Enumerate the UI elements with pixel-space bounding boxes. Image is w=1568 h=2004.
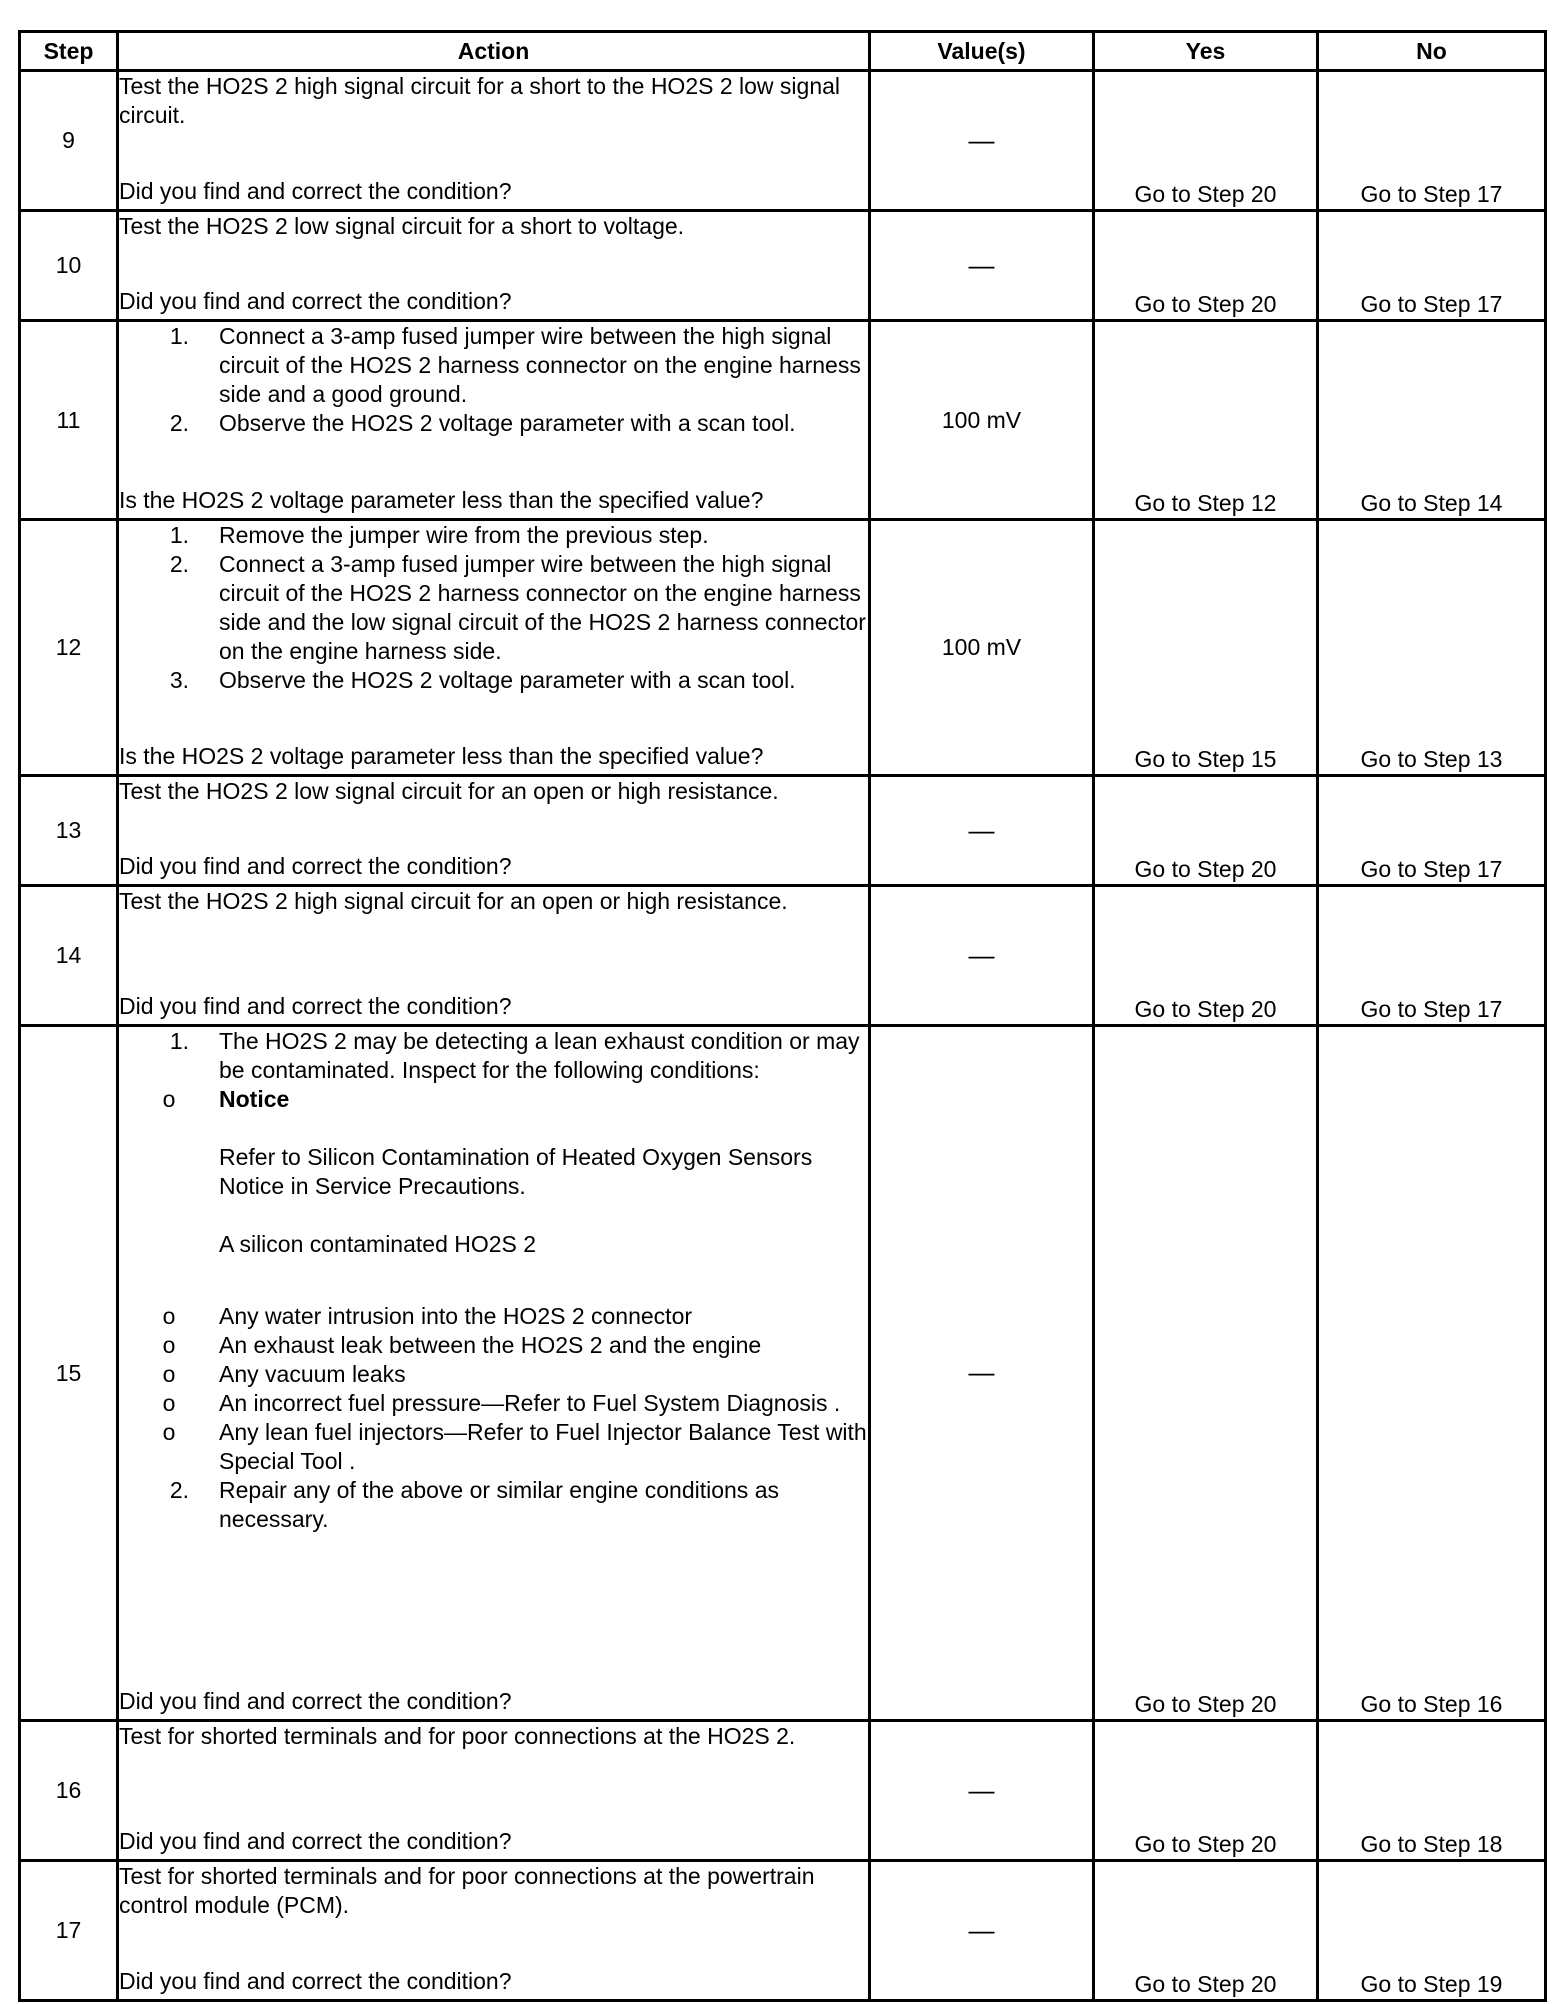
action-text: Test for shorted terminals and for poor connections at the powertrain control module (PCM). xyxy=(119,1863,815,1918)
action-cell xyxy=(118,520,870,776)
action-question: Did you find and correct the condition? xyxy=(119,1828,512,1854)
item-number: 1. xyxy=(169,522,189,548)
header-row xyxy=(20,32,1546,71)
list-item xyxy=(119,1302,868,1331)
yes-cell: Go to Step 20 xyxy=(1094,1861,1318,2001)
action-question: Did you find and correct the condition? xyxy=(119,853,512,879)
action-cell xyxy=(118,71,870,211)
list-item xyxy=(119,1085,868,1302)
item-number: 2. xyxy=(169,551,189,577)
value-cell xyxy=(870,1721,1094,1861)
notice-item: A silicon contaminated HO2S 2 xyxy=(219,1231,537,1257)
table-row xyxy=(20,1026,1546,1721)
yes-cell: Go to Step 12 xyxy=(1094,321,1318,520)
value-cell xyxy=(870,1861,1094,2001)
bullet-icon: o xyxy=(162,1361,176,1387)
item-number: 1. xyxy=(169,1028,189,1054)
action-cell xyxy=(118,776,870,886)
no-cell: Go to Step 13 xyxy=(1318,520,1546,776)
bullet-icon: o xyxy=(162,1419,176,1445)
action-question: Is the HO2S 2 voltage parameter less than the specified value? xyxy=(119,487,764,513)
item-text: Observe the HO2S 2 voltage parameter with a scan tool. xyxy=(219,410,796,436)
no-cell: Go to Step 19 xyxy=(1318,1861,1546,2001)
notice-title: Notice xyxy=(219,1086,290,1112)
step-number: 9 xyxy=(20,71,118,211)
action-question: Did you find and correct the condition? xyxy=(119,993,512,1019)
action-question: Did you find and correct the condition? xyxy=(119,288,512,314)
step-number: 13 xyxy=(20,776,118,886)
action-cell xyxy=(118,211,870,321)
action-text: Test the HO2S 2 low signal circuit for an open or high resistance. xyxy=(119,778,779,804)
yes-cell: Go to Step 20 xyxy=(1094,211,1318,321)
list-item xyxy=(119,550,868,666)
header-no: No xyxy=(1318,32,1546,71)
table-row xyxy=(20,321,1546,520)
list-item xyxy=(119,409,868,438)
no-cell: Go to Step 17 xyxy=(1318,211,1546,321)
step-number: 17 xyxy=(20,1861,118,2001)
action-cell xyxy=(118,1721,870,1861)
value-text: — xyxy=(968,814,995,845)
no-cell: Go to Step 17 xyxy=(1318,886,1546,1026)
header-action: Action xyxy=(118,32,870,71)
bullet-icon: o xyxy=(162,1303,176,1329)
list-item xyxy=(119,1476,868,1534)
bullet-icon: o xyxy=(162,1086,176,1112)
item-text: Any lean fuel injectors—Refer to Fuel Injector Balance Test with Special Tool . xyxy=(219,1419,867,1474)
item-number: 3. xyxy=(169,667,189,693)
value-cell xyxy=(870,321,1094,520)
step-number: 12 xyxy=(20,520,118,776)
table-row xyxy=(20,71,1546,211)
list-item xyxy=(119,1331,868,1360)
table-row xyxy=(20,520,1546,776)
item-text: The HO2S 2 may be detecting a lean exhaust condition or may be contaminated. Inspect for the following conditions: xyxy=(219,1028,860,1083)
value-text: — xyxy=(968,1774,995,1805)
table-row xyxy=(20,1721,1546,1861)
notice-text: Refer to Silicon Contamination of Heated Oxygen Sensors Notice in Service Precautions. xyxy=(219,1144,813,1199)
item-text: Connect a 3-amp fused jumper wire between the high signal circuit of the HO2S 2 harness connector on the engine harness side and the low signal circuit of the HO2S 2 harness connector on the engine harness side. xyxy=(219,551,866,664)
item-number: 1. xyxy=(169,323,189,349)
value-cell xyxy=(870,71,1094,211)
action-cell xyxy=(118,1026,870,1721)
yes-cell: Go to Step 15 xyxy=(1094,520,1318,776)
numbered-list xyxy=(119,521,868,695)
item-text: Connect a 3-amp fused jumper wire between the high signal circuit of the HO2S 2 harness connector on the engine harness side and a good ground. xyxy=(219,323,861,407)
diagnostic-steps-table xyxy=(18,30,1547,2002)
no-cell: Go to Step 17 xyxy=(1318,776,1546,886)
condition-list xyxy=(119,1085,868,1476)
action-text: Test the HO2S 2 high signal circuit for a short to the HO2S 2 low signal circuit. xyxy=(119,73,841,128)
action-text: Test for shorted terminals and for poor connections at the HO2S 2. xyxy=(119,1723,796,1749)
header-step: Step xyxy=(20,32,118,71)
action-cell xyxy=(118,886,870,1026)
action-question: Did you find and correct the condition? xyxy=(119,178,512,204)
table-row xyxy=(20,776,1546,886)
value-text: — xyxy=(968,124,995,155)
value-text: 100 mV xyxy=(941,406,1022,433)
item-text: Observe the HO2S 2 voltage parameter with a scan tool. xyxy=(219,667,796,693)
bullet-icon: o xyxy=(162,1390,176,1416)
action-body xyxy=(119,1027,868,1534)
value-text: — xyxy=(968,1357,995,1387)
step-number: 10 xyxy=(20,211,118,321)
action-question: Did you find and correct the condition? xyxy=(119,1688,512,1714)
bullet-icon: o xyxy=(162,1332,176,1358)
value-cell xyxy=(870,1026,1094,1721)
header-yes: Yes xyxy=(1094,32,1318,71)
list-item xyxy=(119,1389,868,1418)
step-number: 16 xyxy=(20,1721,118,1861)
action-cell xyxy=(118,321,870,520)
action-question: Did you find and correct the condition? xyxy=(119,1968,512,1994)
item-number: 2. xyxy=(169,1477,189,1503)
item-text: Any vacuum leaks xyxy=(219,1361,406,1387)
no-cell: Go to Step 18 xyxy=(1318,1721,1546,1861)
value-cell xyxy=(870,776,1094,886)
table-row xyxy=(20,886,1546,1026)
table-row xyxy=(20,1861,1546,2001)
value-text: — xyxy=(968,939,995,970)
action-question: Is the HO2S 2 voltage parameter less than the specified value? xyxy=(119,743,764,769)
action-text: Test the HO2S 2 high signal circuit for an open or high resistance. xyxy=(119,888,788,914)
list-item xyxy=(119,521,868,550)
header-values: Value(s) xyxy=(870,32,1094,71)
item-text: An incorrect fuel pressure—Refer to Fuel System Diagnosis . xyxy=(219,1390,841,1416)
no-cell: Go to Step 14 xyxy=(1318,321,1546,520)
action-text: Test the HO2S 2 low signal circuit for a short to voltage. xyxy=(119,213,685,239)
step-number: 11 xyxy=(20,321,118,520)
item-number: 2. xyxy=(169,410,189,436)
list-item xyxy=(119,1418,868,1476)
list-item xyxy=(119,1360,868,1389)
list-item xyxy=(119,666,868,695)
value-cell xyxy=(870,520,1094,776)
yes-cell: Go to Step 20 xyxy=(1094,1721,1318,1861)
step-number: 14 xyxy=(20,886,118,1026)
value-cell xyxy=(870,886,1094,1026)
value-cell xyxy=(870,211,1094,321)
item-text: Any water intrusion into the HO2S 2 connector xyxy=(219,1303,693,1329)
list-item xyxy=(119,322,868,409)
yes-cell: Go to Step 20 xyxy=(1094,776,1318,886)
value-text: 100 mV xyxy=(941,634,1022,660)
step-number: 15 xyxy=(20,1026,118,1721)
table-row xyxy=(20,211,1546,321)
no-cell: Go to Step 16 xyxy=(1318,1026,1546,1721)
item-text: Remove the jumper wire from the previous step. xyxy=(219,522,709,548)
yes-cell: Go to Step 20 xyxy=(1094,1026,1318,1721)
yes-cell: Go to Step 20 xyxy=(1094,886,1318,1026)
numbered-list xyxy=(119,1027,868,1534)
yes-cell: Go to Step 20 xyxy=(1094,71,1318,211)
numbered-list xyxy=(119,322,868,438)
list-item xyxy=(119,1027,868,1476)
value-text: — xyxy=(968,1914,995,1945)
item-text: Repair any of the above or similar engine conditions as necessary. xyxy=(219,1477,779,1532)
no-cell: Go to Step 17 xyxy=(1318,71,1546,211)
value-text: — xyxy=(968,249,995,280)
item-text: An exhaust leak between the HO2S 2 and the engine xyxy=(219,1332,762,1358)
action-cell xyxy=(118,1861,870,2001)
